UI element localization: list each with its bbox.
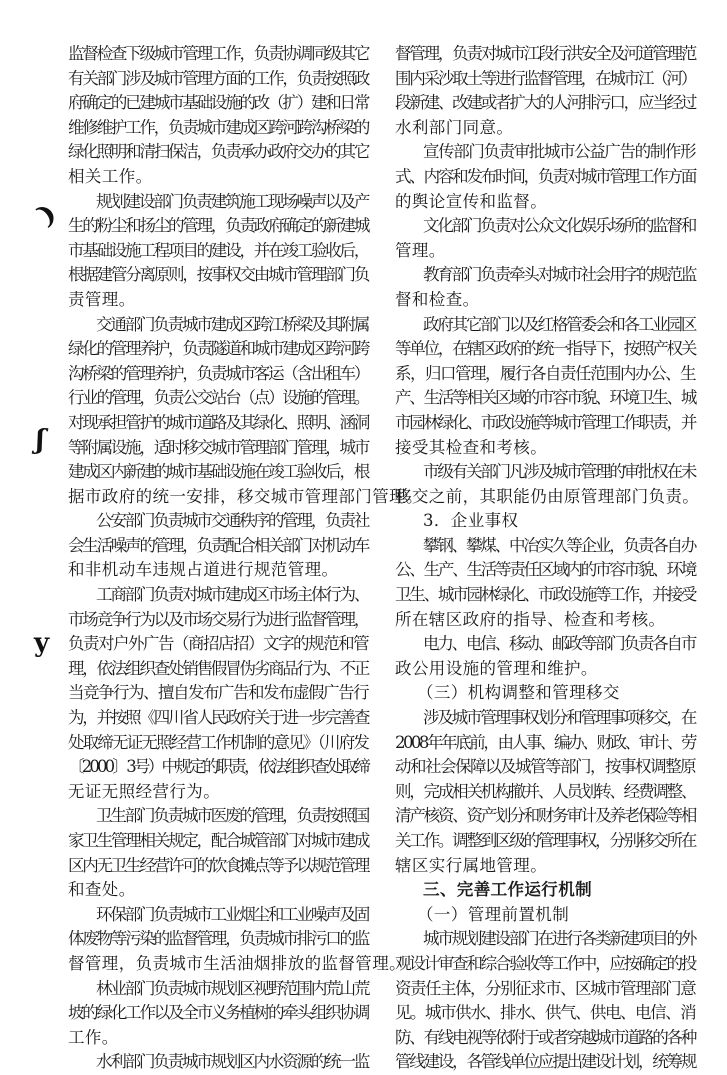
text-line: 负责对户外广告（商招店招）文字的规范和管 — [68, 634, 368, 654]
subsection-heading: （三）机构调整和管理移交 — [417, 683, 620, 703]
right-text-column — [395, 42, 700, 1075]
text-line: 资责任主体，分别征求市、区城市管理部门意 — [395, 978, 695, 998]
text-line: 防、有线电视等依附于或者穿越城市道路的各种 — [395, 1027, 695, 1047]
text-line: 移交之前，其职能仍由原管理部门负责。 — [395, 486, 700, 506]
text-line: 段新建、改建或者扩大的人河排污口，应当经过 — [395, 93, 695, 113]
text-line: 理，依法组织查处销售假冒伪劣商品行为、不正 — [68, 658, 368, 678]
text-line: 行业的管理，负责公交站台（点）设施的管理。 — [68, 388, 368, 408]
text-line: 环保部门负责城市工业烟尘和工业噪声及固 — [96, 904, 368, 924]
text-line: 根据建管分离原则，按事权交由城市管理部门负 — [68, 265, 368, 285]
text-line: 市基础设施工程项目的建设，并在竣工验收后， — [68, 240, 368, 260]
subsection-heading: （一）管理前置机制 — [417, 904, 570, 924]
margin-mark-1: ❩ — [29, 196, 63, 233]
text-line: 城市规划建设部门在进行各类新建项目的外 — [423, 929, 695, 949]
text-line: 府确定的已建城市基础设施的改（扩）建和日常 — [68, 93, 368, 113]
text-line: 攀钢、攀煤、中冶实久等企业，负责各自办 — [423, 535, 695, 555]
text-line: 规划建设部门负责建筑施工现场噪声以及产 — [96, 191, 368, 211]
text-line: 无证无照经营行为。 — [68, 781, 221, 801]
text-line: 工商部门负责对城市建成区市场主体行为、 — [96, 585, 368, 605]
text-line: 则，完成相关机构撤并、人员划转、经费调整、 — [395, 781, 695, 801]
text-line: 绿化的管理养护，负责隧道和城市建成区跨河跨 — [68, 339, 368, 359]
text-line: 会生活噪声的管理，负责配合相关部门对机动车 — [68, 535, 368, 555]
text-line: 监督检查下级城市管理工作，负责协调同级其它 — [68, 44, 368, 63]
text-line: 有关部门涉及城市管理方面的工作，负责按照政 — [68, 68, 368, 88]
text-line: 关工作。调整到区级的管理事权，分别移交所在 — [395, 831, 695, 850]
text-line: 产、生活等相关区域的市容市貌、环境卫生、城 — [395, 388, 695, 408]
text-line: 动和社会保障以及城管等部门，按事权调整原 — [395, 757, 695, 777]
text-line: 督管理，负责对城市江段行洪安全及河道管理范 — [395, 44, 695, 63]
margin-mark-3: y — [34, 628, 50, 658]
text-line: 辖区实行属地管理。 — [395, 855, 548, 875]
text-line: 区内无卫生经营许可的饮食摊点等予以规范管理 — [68, 855, 368, 875]
text-line: 3．企业事权 — [423, 511, 519, 531]
left-text-column — [68, 42, 423, 1075]
text-line: 和查处。 — [68, 880, 136, 900]
text-line: 处取缔无证无照经营工作机制的意见》（川府发 — [68, 732, 368, 752]
text-line: 林业部门负责城市规划区视野范围内荒山荒 — [96, 978, 368, 998]
text-line: 和非机动车违规占道进行规范管理。 — [68, 560, 339, 580]
text-line: 交通部门负责城市建成区跨江桥梁及其附属 — [96, 314, 368, 334]
text-line: 观设计审查和综合验收等工作中，应按确定的投 — [395, 953, 695, 973]
text-line: 市场竞争行为以及市场交易行为进行监督管理， — [68, 609, 368, 629]
section-heading: 三、完善工作运行机制 — [423, 880, 592, 900]
text-line: 2008年年底前，由人事、编办、财政、审计、劳 — [395, 732, 695, 752]
text-line: 督和检查。 — [395, 289, 480, 309]
text-line: 水利部门负责城市规划区内水资源的统一监 — [96, 1052, 368, 1072]
text-line: 等附属设施，适时移交城市管理部门管理，城市 — [68, 437, 368, 457]
text-line: 公、生产、生活等责任区域内的市容市貌、环境 — [395, 560, 695, 580]
text-line: 维修维护工作，负责城市建成区跨河跨沟桥梁的 — [68, 117, 368, 137]
text-line: 的舆论宣传和监督。 — [395, 191, 548, 211]
text-line: 责管理。 — [68, 289, 136, 309]
text-line: 对现承担管护的城市道路及其绿化、照明、涵洞 — [68, 412, 368, 432]
text-line: 政公用设施的管理和维护。 — [395, 658, 598, 678]
text-line: 电力、电信、移动、邮政等部门负责各自市 — [423, 634, 695, 654]
text-line: 等单位，在辖区政府的统一指导下，按照产权关 — [395, 339, 695, 359]
text-line: 宣传部门负责审批城市公益广告的制作形 — [423, 142, 695, 162]
text-line: 市级有关部门凡涉及城市管理的审批权在未 — [423, 462, 695, 482]
text-line: 绿化照明和清扫保洁，负责承办政府交办的其它 — [68, 142, 368, 162]
text-line: 据市政府的统一安排，移交城市管理部门管理。 — [68, 486, 423, 506]
text-line: 坡的绿化工作以及全市义务植树的牵头组织协调 — [68, 1003, 368, 1023]
text-line: 工作。 — [68, 1027, 119, 1047]
text-line: 教育部门负责牵头对城市社会用字的规范监 — [423, 265, 695, 285]
text-line: 围内采沙取土等进行监督管理，在城市江（河） — [395, 68, 695, 88]
text-line: 当竞争行为、擅自发布广告和发布虚假广告行 — [68, 683, 368, 703]
text-line: 清产核资、资产划分和财务审计及养老保险等相 — [395, 806, 695, 826]
text-line: 市园林绿化、市政设施等城市管理工作职责，并 — [395, 412, 695, 432]
text-line: 相关工作。 — [68, 166, 153, 186]
text-line: 政府其它部门以及红格管委会和各工业园区 — [423, 314, 695, 334]
text-line: 式、内容和发布时间，负责对城市管理工作方面 — [395, 166, 695, 186]
text-line: 文化部门负责对公众文化娱乐场所的监督和 — [423, 216, 695, 236]
text-line: 督管理，负责城市生活油烟排放的监督管理。 — [68, 953, 406, 973]
text-line: 沟桥梁的管理养护，负责城市客运（含出租车） — [68, 363, 368, 383]
text-line: 卫生部门负责城市医废的管理，负责按照国 — [96, 806, 368, 826]
text-line: 公安部门负责城市交通秩序的管理，负责社 — [96, 511, 368, 531]
text-line: 家卫生管理相关规定，配合城管部门对城市建成 — [68, 831, 368, 850]
text-line: 所在辖区政府的指导、检查和考核。 — [395, 609, 666, 629]
margin-mark-2: ʃ — [36, 425, 45, 455]
text-line: 体废物等污染的监督管理，负责城市排污口的监 — [68, 929, 368, 949]
text-line: 见。城市供水、排水、供气、供电、电信、消 — [395, 1003, 695, 1023]
text-line: 为，并按照《四川省人民政府关于进一步完善查 — [68, 708, 368, 728]
text-line: 管线建设，各管线单位应提出建设计划，统筹规 — [395, 1052, 695, 1072]
text-line: 系，归口管理，履行各自责任范围内办公、生 — [395, 363, 695, 383]
text-line: 〔2000〕3号）中规定的职责，依法组织查处取缔 — [68, 757, 368, 777]
text-line: 接受其检查和考核。 — [395, 437, 548, 457]
text-line: 管理。 — [395, 240, 446, 260]
text-line: 卫生、城市园林绿化、市政设施等工作，并接受 — [395, 585, 695, 605]
text-line: 水利部门同意。 — [395, 117, 514, 137]
text-line: 建成区内新建的城市基础设施在竣工验收后，根 — [68, 462, 368, 482]
text-line: 涉及城市管理事权划分和管理事项移交，在 — [423, 708, 695, 728]
text-line: 生的粉尘和扬尘的管理，负责政府确定的新建城 — [68, 216, 368, 236]
